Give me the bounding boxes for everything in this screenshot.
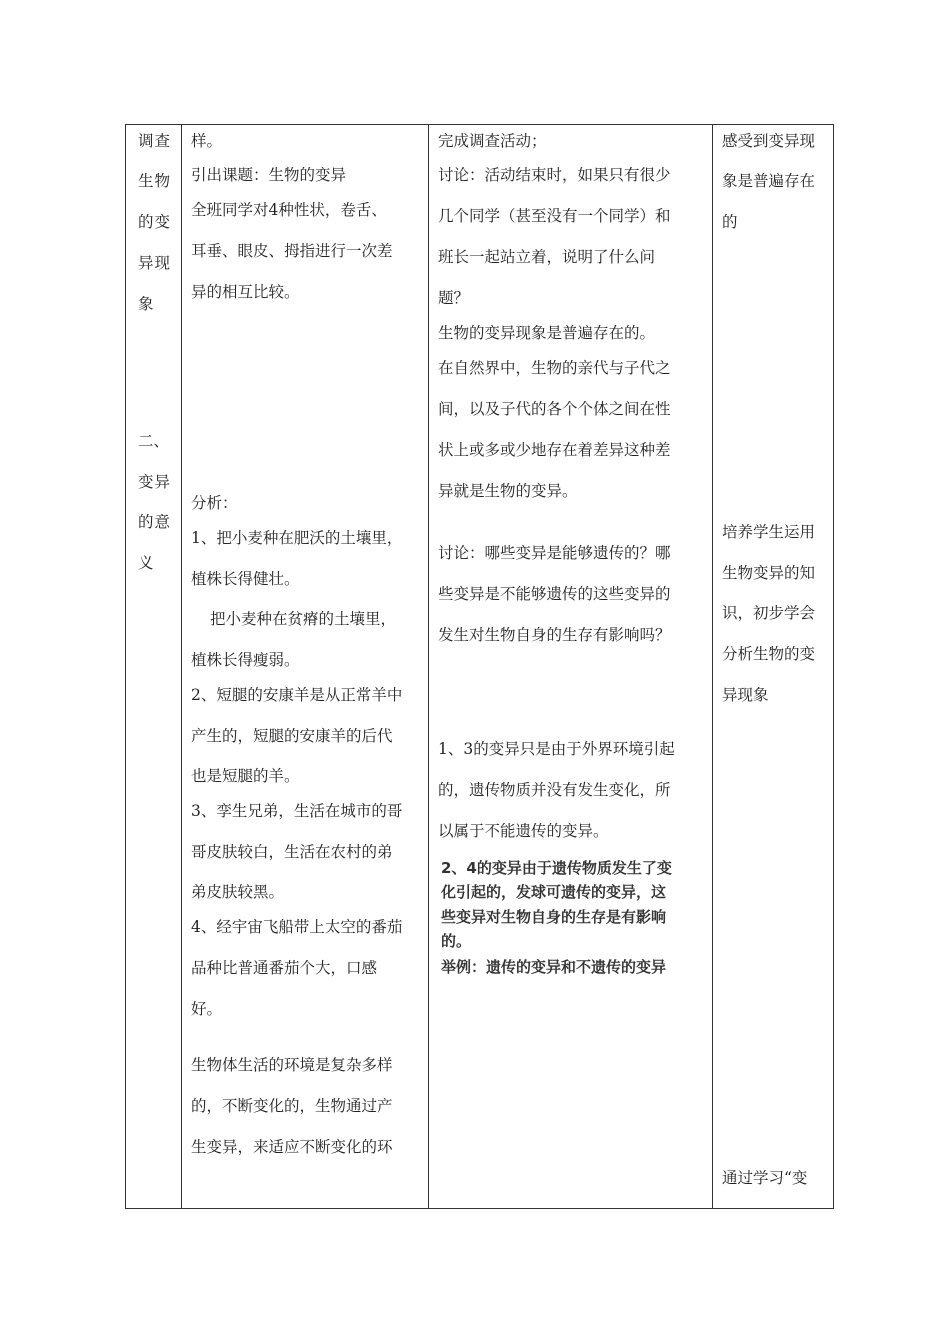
column-divider [181, 125, 182, 1208]
section-title-line: 象 [138, 295, 154, 313]
text-line: 好。 [191, 1000, 223, 1018]
section-title-line: 变 异 [138, 473, 170, 491]
section-title-line: 的 变 [138, 213, 170, 231]
text-line: 讨论：活动结束时，如果只有很少 [438, 166, 671, 184]
text-line: 引出课题：生物的变异 [191, 166, 347, 184]
section-title-line: 二、 [138, 432, 170, 450]
text-line: 的 [722, 213, 738, 231]
text-line: 发生对生物自身的生存有影响吗？ [438, 626, 671, 644]
bold-text-line: 化引起的，发球可遗传的变异，这 [441, 883, 667, 901]
text-line: 异的相互比较。 [191, 283, 300, 301]
text-line: 异就是生物的变异。 [438, 482, 578, 500]
text-line: 品种比普通番茄个大，口感 [191, 959, 378, 977]
text-line: 也是短腿的羊。 [191, 767, 300, 785]
text-line: 的，遗传物质并没有发生变化，所 [438, 781, 671, 799]
section-title-line: 调 查 [138, 132, 170, 150]
text-line: 3、孪生兄弟，生活在城市的哥 [191, 802, 403, 820]
text-line: 样。 [191, 132, 223, 150]
text-line: 哥皮肤较白，生活在农村的弟 [191, 843, 393, 861]
text-line: 培养学生运用 [722, 523, 816, 541]
text-line: 以属于不能遗传的变异。 [438, 822, 609, 840]
bold-text-line: 些变异对生物自身的生存是有影响 [441, 908, 667, 926]
text-line: 在自然界中，生物的亲代与子代之 [438, 359, 671, 377]
bold-text-line: 举例：遗传的变异和不遗传的变异 [441, 958, 667, 976]
text-line: 把小麦种在贫瘠的土壤里， [210, 610, 397, 628]
text-line: 1、3的变异只是由于外界环境引起 [438, 740, 675, 758]
text-line: 几个同学（甚至没有一个同学）和 [438, 207, 671, 225]
text-line: 的，不断变化的，生物通过产 [191, 1097, 393, 1115]
text-line: 完成调查活动； [438, 132, 547, 150]
text-line: 生物变异的知 [722, 564, 816, 582]
text-line: 识，初步学会 [722, 604, 816, 622]
text-line: 生物的变异现象是普遍存在的。 [438, 324, 656, 342]
text-line: 植株长得健壮。 [191, 570, 300, 588]
text-line: 间，以及子代的各个个体之间在性 [438, 400, 671, 418]
text-line: 些变异是不能够遗传的这些变异的 [438, 585, 671, 603]
text-line: 弟皮肤较黑。 [191, 883, 285, 901]
column-divider [712, 125, 713, 1208]
section-title-line: 义 [138, 554, 154, 572]
text-line: 状上或多或少地存在着差异这种差 [438, 441, 671, 459]
text-line: 分析生物的变 [722, 645, 816, 663]
section-title-line: 生 物 [138, 172, 170, 190]
section-title-line: 异 现 [138, 254, 170, 272]
text-line: 植株长得瘦弱。 [191, 651, 300, 669]
lesson-table [125, 124, 834, 1209]
section-title-line: 的 意 [138, 513, 170, 531]
text-line: 班长一起站立着，说明了什么问 [438, 248, 656, 266]
text-line: 感受到变异现 [722, 132, 816, 150]
column-divider [428, 125, 429, 1208]
text-line: 讨论：哪些变异是能够遗传的？哪 [438, 544, 671, 562]
text-line: 分析： [191, 494, 238, 512]
text-line: 耳垂、眼皮、拇指进行一次差 [191, 242, 393, 260]
text-line: 异现象 [722, 686, 769, 704]
text-line: 4、经宇宙飞船带上太空的番茄 [191, 918, 403, 936]
bold-text-line: 2、4的变异由于遗传物质发生了变 [441, 859, 672, 877]
text-line: 题？ [438, 289, 470, 307]
text-line: 1、把小麦种在肥沃的土壤里， [191, 529, 403, 547]
text-line: 通过学习“变 [722, 1169, 808, 1187]
text-line: 象是普遍存在 [722, 172, 816, 190]
text-line: 生变异，来适应不断变化的环 [191, 1138, 393, 1156]
text-line: 2、短腿的安康羊是从正常羊中 [191, 686, 403, 704]
bold-text-line: 的。 [441, 932, 472, 950]
text-line: 产生的，短腿的安康羊的后代 [191, 727, 393, 745]
text-line: 全班同学对4种性状，卷舌、 [191, 201, 387, 219]
text-line: 生物体生活的环境是复杂多样 [191, 1056, 393, 1074]
